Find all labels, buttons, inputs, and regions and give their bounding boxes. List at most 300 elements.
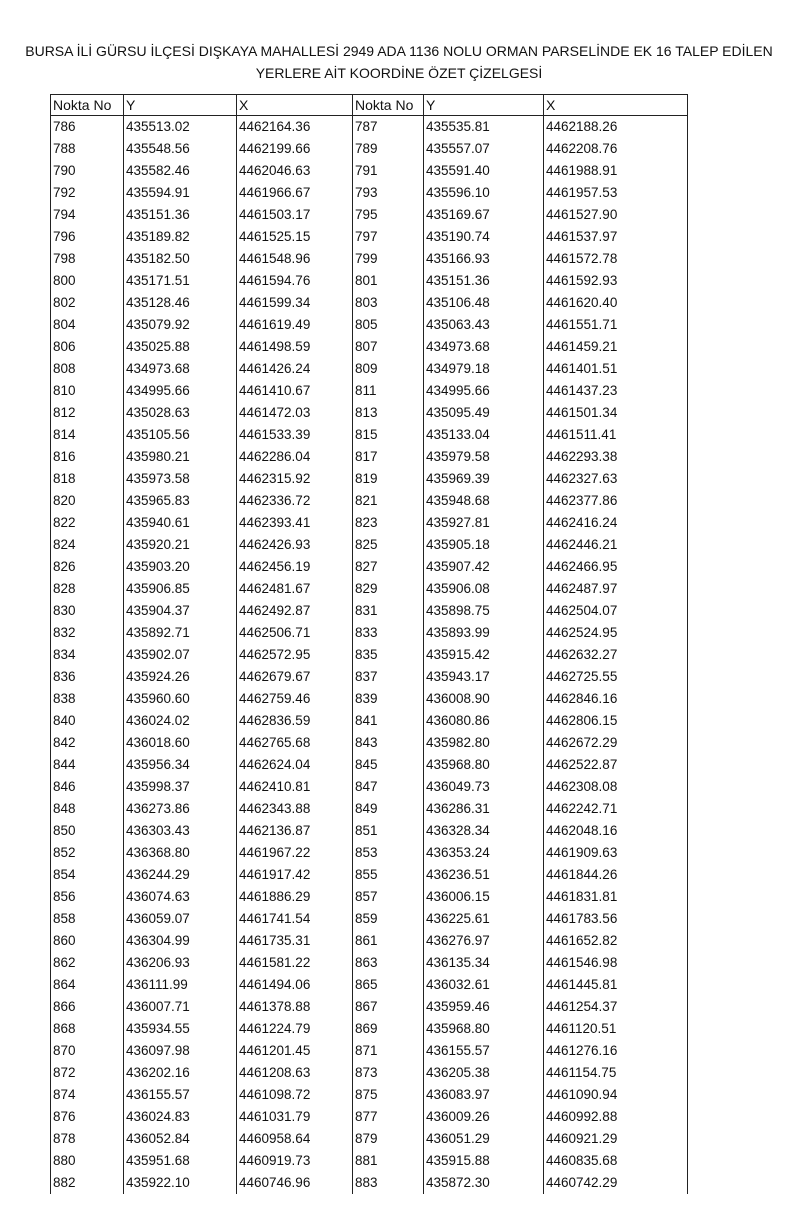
- cell-point-no-right: 867: [353, 996, 424, 1018]
- cell-y-left: 436155.57: [124, 1084, 237, 1106]
- cell-point-no-right: 823: [353, 512, 424, 534]
- cell-x-right: 4462632.27: [544, 644, 688, 666]
- cell-point-no-right: 835: [353, 644, 424, 666]
- cell-point-no-left: 822: [51, 512, 124, 534]
- cell-point-no-right: 853: [353, 842, 424, 864]
- table-row: [51, 138, 688, 160]
- cell-y-left: 435079.92: [124, 314, 237, 336]
- cell-x-left: 4461548.96: [237, 248, 353, 270]
- table-row: [51, 732, 688, 754]
- cell-point-no-left: 844: [51, 754, 124, 776]
- table-row: [51, 1018, 688, 1040]
- cell-y-right: 436225.61: [424, 908, 544, 930]
- cell-x-right: 4461783.56: [544, 908, 688, 930]
- cell-x-right: 4462308.08: [544, 776, 688, 798]
- cell-x-right: 4462293.38: [544, 446, 688, 468]
- cell-point-no-left: 882: [51, 1172, 124, 1194]
- cell-y-right: 435948.68: [424, 490, 544, 512]
- cell-y-right: 435535.81: [424, 116, 544, 139]
- cell-point-no-left: 866: [51, 996, 124, 1018]
- cell-y-right: 435968.80: [424, 1018, 544, 1040]
- cell-x-right: 4461572.78: [544, 248, 688, 270]
- cell-x-left: 4461966.67: [237, 182, 353, 204]
- document-title-line-1: BURSA İLİ GÜRSU İLÇESİ DIŞKAYA MAHALLESİ 2949 ADA 1136 NOLU ORMAN PARSELİNDE EK 16 TALEP EDİLEN: [25, 43, 773, 59]
- cell-x-right: 4462208.76: [544, 138, 688, 160]
- cell-x-left: 4461098.72: [237, 1084, 353, 1106]
- cell-x-left: 4461208.63: [237, 1062, 353, 1084]
- cell-x-left: 4462286.04: [237, 446, 353, 468]
- cell-x-left: 4461886.29: [237, 886, 353, 908]
- table-header-row: [51, 95, 688, 116]
- cell-y-left: 435906.85: [124, 578, 237, 600]
- cell-y-right: 435927.81: [424, 512, 544, 534]
- cell-point-no-right: 799: [353, 248, 424, 270]
- table-row: [51, 468, 688, 490]
- cell-point-no-left: 874: [51, 1084, 124, 1106]
- table-row: [51, 380, 688, 402]
- table-row: [51, 512, 688, 534]
- table-row: [51, 490, 688, 512]
- cell-x-left: 4461201.45: [237, 1040, 353, 1062]
- cell-x-right: 4462048.16: [544, 820, 688, 842]
- cell-y-left: 435940.61: [124, 512, 237, 534]
- cell-x-right: 4462524.95: [544, 622, 688, 644]
- cell-y-right: 434973.68: [424, 336, 544, 358]
- cell-point-no-right: 801: [353, 270, 424, 292]
- cell-point-no-right: 793: [353, 182, 424, 204]
- cell-x-right: 4461401.51: [544, 358, 688, 380]
- cell-x-right: 4462504.07: [544, 600, 688, 622]
- cell-point-no-right: 787: [353, 116, 424, 139]
- cell-point-no-right: 883: [353, 1172, 424, 1194]
- cell-point-no-left: 850: [51, 820, 124, 842]
- table-row: [51, 578, 688, 600]
- cell-y-right: 435095.49: [424, 402, 544, 424]
- cell-x-left: 4461741.54: [237, 908, 353, 930]
- cell-y-right: 435151.36: [424, 270, 544, 292]
- cell-point-no-right: 861: [353, 930, 424, 952]
- cell-x-right: 4461592.93: [544, 270, 688, 292]
- table-row: [51, 248, 688, 270]
- cell-y-left: 435128.46: [124, 292, 237, 314]
- cell-x-left: 4461533.39: [237, 424, 353, 446]
- cell-x-right: 4461988.91: [544, 160, 688, 182]
- cell-x-right: 4461090.94: [544, 1084, 688, 1106]
- cell-y-right: 435907.42: [424, 556, 544, 578]
- header-x-right: X: [544, 95, 688, 116]
- cell-point-no-left: 834: [51, 644, 124, 666]
- table-row: [51, 908, 688, 930]
- cell-point-no-right: 821: [353, 490, 424, 512]
- cell-point-no-right: 833: [353, 622, 424, 644]
- cell-y-right: 435915.88: [424, 1150, 544, 1172]
- cell-point-no-left: 798: [51, 248, 124, 270]
- document-title: [0, 40, 798, 84]
- table-row: [51, 1150, 688, 1172]
- cell-point-no-left: 856: [51, 886, 124, 908]
- cell-y-left: 435189.82: [124, 226, 237, 248]
- cell-point-no-right: 879: [353, 1128, 424, 1150]
- table-row: [51, 930, 688, 952]
- cell-y-right: 436006.15: [424, 886, 544, 908]
- cell-point-no-right: 881: [353, 1150, 424, 1172]
- cell-x-left: 4462046.63: [237, 160, 353, 182]
- cell-x-right: 4460992.88: [544, 1106, 688, 1128]
- cell-x-right: 4461620.40: [544, 292, 688, 314]
- cell-y-left: 435903.20: [124, 556, 237, 578]
- cell-x-left: 4461917.42: [237, 864, 353, 886]
- cell-x-right: 4462846.16: [544, 688, 688, 710]
- cell-x-left: 4462426.93: [237, 534, 353, 556]
- table-row: [51, 556, 688, 578]
- cell-x-left: 4461503.17: [237, 204, 353, 226]
- cell-point-no-left: 818: [51, 468, 124, 490]
- cell-x-right: 4461154.75: [544, 1062, 688, 1084]
- cell-point-no-right: 855: [353, 864, 424, 886]
- cell-y-left: 435951.68: [124, 1150, 237, 1172]
- cell-point-no-left: 792: [51, 182, 124, 204]
- cell-x-right: 4462446.21: [544, 534, 688, 556]
- cell-x-right: 4461551.71: [544, 314, 688, 336]
- cell-y-left: 435904.37: [124, 600, 237, 622]
- table-row: [51, 820, 688, 842]
- cell-x-left: 4462759.46: [237, 688, 353, 710]
- cell-y-left: 436097.98: [124, 1040, 237, 1062]
- cell-y-right: 435943.17: [424, 666, 544, 688]
- cell-point-no-left: 878: [51, 1128, 124, 1150]
- cell-x-left: 4461581.22: [237, 952, 353, 974]
- table-row: [51, 798, 688, 820]
- cell-x-left: 4462336.72: [237, 490, 353, 512]
- cell-point-no-right: 829: [353, 578, 424, 600]
- cell-y-right: 434979.18: [424, 358, 544, 380]
- cell-x-right: 4462672.29: [544, 732, 688, 754]
- cell-x-left: 4461410.67: [237, 380, 353, 402]
- cell-point-no-right: 815: [353, 424, 424, 446]
- table-row: [51, 182, 688, 204]
- header-x-left: X: [237, 95, 353, 116]
- cell-y-left: 435028.63: [124, 402, 237, 424]
- cell-y-left: 436273.86: [124, 798, 237, 820]
- cell-x-right: 4461909.63: [544, 842, 688, 864]
- cell-y-left: 436368.80: [124, 842, 237, 864]
- cell-point-no-right: 839: [353, 688, 424, 710]
- cell-point-no-left: 806: [51, 336, 124, 358]
- cell-y-right: 435979.58: [424, 446, 544, 468]
- cell-x-left: 4462492.87: [237, 600, 353, 622]
- cell-point-no-left: 836: [51, 666, 124, 688]
- cell-y-left: 435513.02: [124, 116, 237, 139]
- table-row: [51, 666, 688, 688]
- cell-y-right: 435959.46: [424, 996, 544, 1018]
- cell-y-right: 435969.39: [424, 468, 544, 490]
- table-row: [51, 336, 688, 358]
- cell-x-left: 4462199.66: [237, 138, 353, 160]
- cell-y-left: 435892.71: [124, 622, 237, 644]
- cell-point-no-left: 880: [51, 1150, 124, 1172]
- cell-point-no-right: 807: [353, 336, 424, 358]
- cell-point-no-right: 803: [353, 292, 424, 314]
- cell-point-no-left: 820: [51, 490, 124, 512]
- table-row: [51, 776, 688, 798]
- cell-point-no-right: 817: [353, 446, 424, 468]
- table-row: [51, 358, 688, 380]
- cell-x-right: 4461459.21: [544, 336, 688, 358]
- cell-y-left: 436074.63: [124, 886, 237, 908]
- cell-y-right: 435166.93: [424, 248, 544, 270]
- cell-x-right: 4461276.16: [544, 1040, 688, 1062]
- cell-y-left: 435922.10: [124, 1172, 237, 1194]
- table-row: [51, 270, 688, 292]
- cell-point-no-right: 843: [353, 732, 424, 754]
- cell-x-right: 4461537.97: [544, 226, 688, 248]
- cell-point-no-left: 838: [51, 688, 124, 710]
- table-row: [51, 622, 688, 644]
- cell-point-no-left: 876: [51, 1106, 124, 1128]
- table-row: [51, 1128, 688, 1150]
- cell-point-no-right: 857: [353, 886, 424, 908]
- cell-y-left: 436024.02: [124, 710, 237, 732]
- cell-y-right: 435063.43: [424, 314, 544, 336]
- cell-point-no-right: 825: [353, 534, 424, 556]
- cell-y-right: 435106.48: [424, 292, 544, 314]
- cell-x-left: 4461224.79: [237, 1018, 353, 1040]
- cell-point-no-left: 872: [51, 1062, 124, 1084]
- cell-y-right: 436049.73: [424, 776, 544, 798]
- cell-x-left: 4462765.68: [237, 732, 353, 754]
- cell-y-right: 436205.38: [424, 1062, 544, 1084]
- cell-point-no-left: 794: [51, 204, 124, 226]
- cell-x-right: 4461652.82: [544, 930, 688, 952]
- cell-y-left: 436007.71: [124, 996, 237, 1018]
- table-row: [51, 974, 688, 996]
- table-row: [51, 1084, 688, 1106]
- cell-x-right: 4462188.26: [544, 116, 688, 139]
- cell-point-no-left: 826: [51, 556, 124, 578]
- cell-x-right: 4462377.86: [544, 490, 688, 512]
- cell-point-no-left: 848: [51, 798, 124, 820]
- cell-point-no-left: 864: [51, 974, 124, 996]
- cell-x-right: 4461501.34: [544, 402, 688, 424]
- table-row: [51, 1172, 688, 1194]
- cell-y-left: 435960.60: [124, 688, 237, 710]
- cell-x-right: 4460921.29: [544, 1128, 688, 1150]
- cell-y-left: 436202.16: [124, 1062, 237, 1084]
- cell-x-right: 4461844.26: [544, 864, 688, 886]
- cell-x-left: 4461599.34: [237, 292, 353, 314]
- cell-point-no-right: 859: [353, 908, 424, 930]
- cell-y-left: 436244.29: [124, 864, 237, 886]
- cell-point-no-right: 865: [353, 974, 424, 996]
- table-row: [51, 1106, 688, 1128]
- cell-x-right: 4461957.53: [544, 182, 688, 204]
- cell-y-right: 434995.66: [424, 380, 544, 402]
- cell-point-no-left: 814: [51, 424, 124, 446]
- cell-x-left: 4461031.79: [237, 1106, 353, 1128]
- cell-x-left: 4462624.04: [237, 754, 353, 776]
- cell-point-no-right: 819: [353, 468, 424, 490]
- cell-point-no-left: 810: [51, 380, 124, 402]
- cell-y-left: 436206.93: [124, 952, 237, 974]
- cell-y-right: 436080.86: [424, 710, 544, 732]
- cell-y-right: 436236.51: [424, 864, 544, 886]
- cell-y-right: 436009.26: [424, 1106, 544, 1128]
- cell-point-no-left: 812: [51, 402, 124, 424]
- document-title-line-2: YERLERE AİT KOORDİNE ÖZET ÇİZELGESİ: [255, 65, 543, 81]
- cell-y-right: 435982.80: [424, 732, 544, 754]
- cell-point-no-left: 832: [51, 622, 124, 644]
- table-row: [51, 842, 688, 864]
- table-row: [51, 754, 688, 776]
- cell-x-left: 4461735.31: [237, 930, 353, 952]
- cell-point-no-left: 852: [51, 842, 124, 864]
- cell-y-left: 435973.58: [124, 468, 237, 490]
- cell-y-right: 435872.30: [424, 1172, 544, 1194]
- cell-y-right: 436353.24: [424, 842, 544, 864]
- table-row: [51, 996, 688, 1018]
- cell-y-right: 435591.40: [424, 160, 544, 182]
- cell-x-right: 4461445.81: [544, 974, 688, 996]
- cell-y-right: 436276.97: [424, 930, 544, 952]
- cell-y-left: 435171.51: [124, 270, 237, 292]
- cell-point-no-right: 873: [353, 1062, 424, 1084]
- table-row: [51, 160, 688, 182]
- cell-point-no-left: 804: [51, 314, 124, 336]
- cell-x-left: 4462164.36: [237, 116, 353, 139]
- cell-y-right: 436083.97: [424, 1084, 544, 1106]
- cell-y-left: 434973.68: [124, 358, 237, 380]
- table-row: [51, 292, 688, 314]
- coordinate-table: [50, 94, 688, 1194]
- cell-x-left: 4461498.59: [237, 336, 353, 358]
- cell-x-left: 4461426.24: [237, 358, 353, 380]
- cell-y-right: 436155.57: [424, 1040, 544, 1062]
- cell-y-left: 436304.99: [124, 930, 237, 952]
- cell-x-left: 4462343.88: [237, 798, 353, 820]
- cell-x-left: 4462393.41: [237, 512, 353, 534]
- cell-x-left: 4462456.19: [237, 556, 353, 578]
- table-row: [51, 402, 688, 424]
- header-point-no-left: Nokta No: [51, 95, 124, 116]
- cell-y-right: 435190.74: [424, 226, 544, 248]
- cell-point-no-right: 809: [353, 358, 424, 380]
- cell-point-no-right: 845: [353, 754, 424, 776]
- cell-x-right: 4461831.81: [544, 886, 688, 908]
- header-point-no-right: Nokta No: [353, 95, 424, 116]
- cell-x-left: 4462315.92: [237, 468, 353, 490]
- cell-point-no-right: 851: [353, 820, 424, 842]
- cell-point-no-right: 871: [353, 1040, 424, 1062]
- cell-point-no-right: 805: [353, 314, 424, 336]
- cell-y-left: 435998.37: [124, 776, 237, 798]
- cell-point-no-left: 858: [51, 908, 124, 930]
- cell-y-left: 435182.50: [124, 248, 237, 270]
- cell-point-no-left: 846: [51, 776, 124, 798]
- cell-x-right: 4462806.15: [544, 710, 688, 732]
- cell-x-right: 4462466.95: [544, 556, 688, 578]
- cell-point-no-right: 863: [353, 952, 424, 974]
- cell-y-left: 435956.34: [124, 754, 237, 776]
- cell-y-left: 435920.21: [124, 534, 237, 556]
- cell-point-no-right: 795: [353, 204, 424, 226]
- cell-x-left: 4461619.49: [237, 314, 353, 336]
- cell-x-right: 4462487.97: [544, 578, 688, 600]
- cell-y-left: 434995.66: [124, 380, 237, 402]
- cell-x-right: 4461437.23: [544, 380, 688, 402]
- cell-point-no-right: 875: [353, 1084, 424, 1106]
- cell-point-no-left: 868: [51, 1018, 124, 1040]
- cell-point-no-left: 860: [51, 930, 124, 952]
- cell-y-right: 436008.90: [424, 688, 544, 710]
- cell-y-right: 435906.08: [424, 578, 544, 600]
- cell-y-left: 435980.21: [124, 446, 237, 468]
- cell-y-left: 435594.91: [124, 182, 237, 204]
- cell-x-right: 4460835.68: [544, 1150, 688, 1172]
- cell-point-no-right: 813: [353, 402, 424, 424]
- table-row: [51, 1062, 688, 1084]
- cell-y-right: 435133.04: [424, 424, 544, 446]
- cell-x-right: 4462416.24: [544, 512, 688, 534]
- table-row: [51, 446, 688, 468]
- cell-y-left: 436111.99: [124, 974, 237, 996]
- cell-point-no-right: 797: [353, 226, 424, 248]
- table-row: [51, 226, 688, 248]
- cell-y-left: 436303.43: [124, 820, 237, 842]
- cell-y-left: 435582.46: [124, 160, 237, 182]
- cell-x-right: 4462725.55: [544, 666, 688, 688]
- cell-x-left: 4462136.87: [237, 820, 353, 842]
- header-y-left: Y: [124, 95, 237, 116]
- cell-y-right: 435898.75: [424, 600, 544, 622]
- cell-y-left: 436024.83: [124, 1106, 237, 1128]
- cell-x-left: 4462679.67: [237, 666, 353, 688]
- cell-y-right: 436051.29: [424, 1128, 544, 1150]
- cell-y-left: 436052.84: [124, 1128, 237, 1150]
- cell-x-left: 4462481.67: [237, 578, 353, 600]
- cell-x-left: 4461967.22: [237, 842, 353, 864]
- cell-y-left: 435548.56: [124, 138, 237, 160]
- table-row: [51, 314, 688, 336]
- cell-x-left: 4460746.96: [237, 1172, 353, 1194]
- cell-x-left: 4462836.59: [237, 710, 353, 732]
- cell-point-no-left: 830: [51, 600, 124, 622]
- cell-point-no-right: 877: [353, 1106, 424, 1128]
- table-row: [51, 710, 688, 732]
- table-row: [51, 116, 688, 139]
- cell-point-no-right: 789: [353, 138, 424, 160]
- cell-y-right: 435169.67: [424, 204, 544, 226]
- cell-x-left: 4461494.06: [237, 974, 353, 996]
- table-row: [51, 534, 688, 556]
- cell-x-left: 4460958.64: [237, 1128, 353, 1150]
- cell-x-left: 4462572.95: [237, 644, 353, 666]
- cell-point-no-right: 791: [353, 160, 424, 182]
- cell-y-right: 435915.42: [424, 644, 544, 666]
- cell-y-right: 436032.61: [424, 974, 544, 996]
- cell-y-right: 436135.34: [424, 952, 544, 974]
- cell-x-left: 4462506.71: [237, 622, 353, 644]
- cell-y-left: 435965.83: [124, 490, 237, 512]
- table-row: [51, 424, 688, 446]
- cell-x-right: 4461511.41: [544, 424, 688, 446]
- cell-x-right: 4460742.29: [544, 1172, 688, 1194]
- cell-y-right: 435596.10: [424, 182, 544, 204]
- cell-point-no-left: 828: [51, 578, 124, 600]
- cell-y-left: 435902.07: [124, 644, 237, 666]
- header-y-right: Y: [424, 95, 544, 116]
- table-row: [51, 644, 688, 666]
- cell-x-right: 4461120.51: [544, 1018, 688, 1040]
